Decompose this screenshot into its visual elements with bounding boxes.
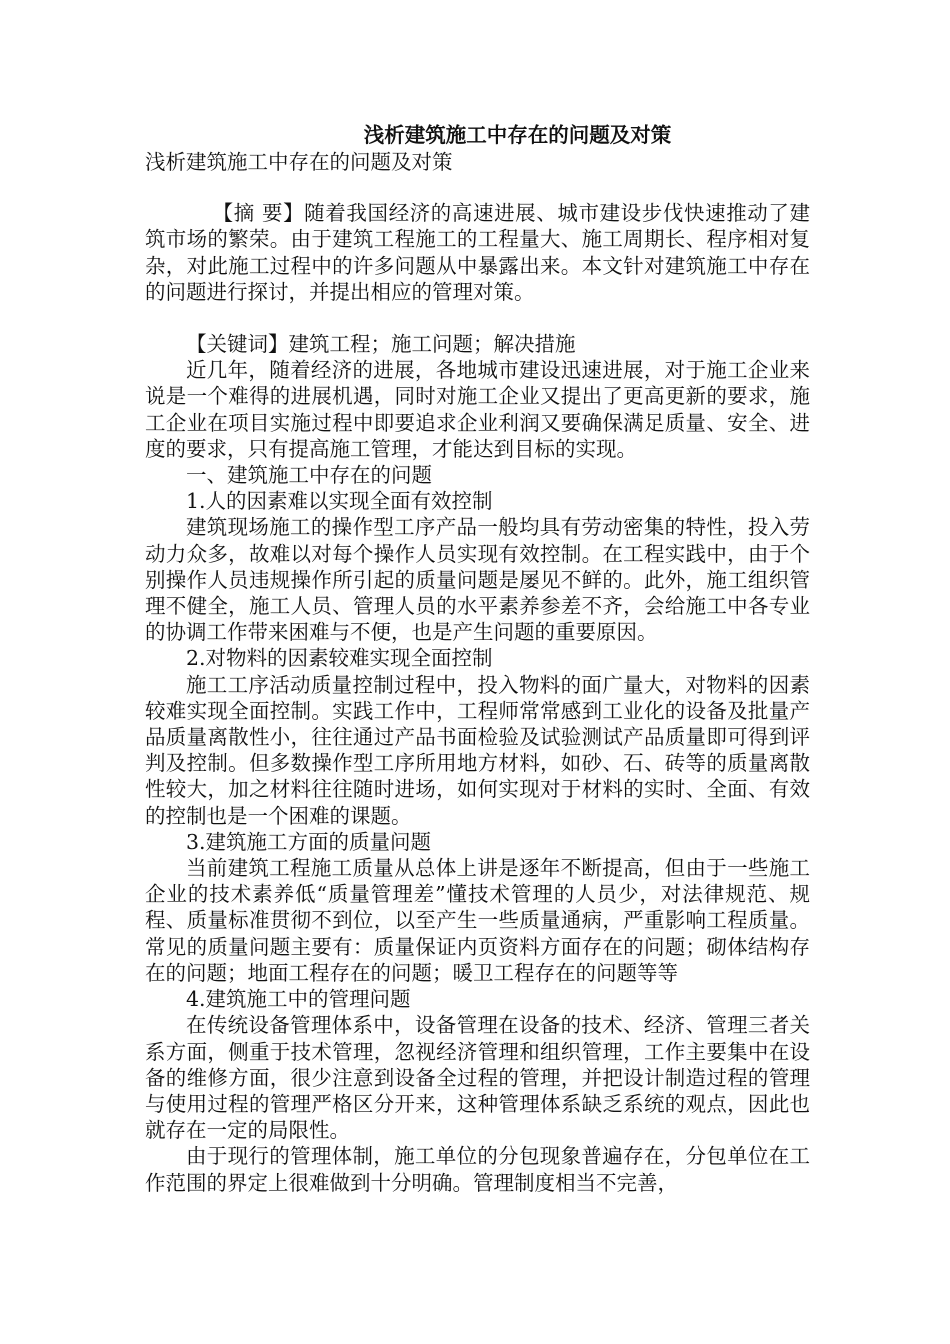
body-paragraph: 建筑现场施工的操作型工序产品一般均具有劳动密集的特性，投入劳动力众多，故难以对每个操作人员实现有效控制。在工程实践中，由于个别操作人员违规操作所引起的质量问题是屡见不鲜的。此外，施工组织管理不健全，施工人员、管理人员的水平素养参差不齐，会给施工中各专业的协调工作带来困难与不便，也是产生问题的重要原因。 (145, 515, 810, 645)
document-page (145, 122, 810, 1196)
body-paragraph: 施工工序活动质量控制过程中，投入物料的面广量大，对物料的因素较难实现全面控制。实践工作中，工程师常常感到工业化的设备及批量产品质量离散性小，往往通过产品书面检验及试验测试产品质量即可得到评判及控制。但多数操作型工序所用地方材料，如砂、石、砖等的质量离散性较大，加之材料往往随时进场，如何实现对于材料的实时、全面、有效的控制也是一个困难的课题。 (145, 672, 810, 828)
abstract-paragraph: 【摘 要】随着我国经济的高速进展、城市建设步伐快速推动了建筑市场的繁荣。由于建筑工程施工的工程量大、施工周期长、程序相对复杂，对此施工过程中的许多问题从中暴露出来。本文针对建筑施工中存在的问题进行探讨，并提出相应的管理对策。 (145, 201, 810, 304)
body-paragraph: 当前建筑工程施工质量从总体上讲是逐年不断提高，但由于一些施工企业的技术素养低“质量管理差”懂技术管理的人员少，对法律规范、规程、质量标准贯彻不到位，以至产生一些质量通病，严重影响工程质量。常见的质量问题主要有：质量保证内页资料方面存在的问题；砌体结构存在的问题；地面工程存在的问题；暖卫工程存在的问题等等 (145, 856, 810, 985)
section-heading: 一、建筑施工中存在的问题 (186, 463, 432, 488)
subsection-heading: 1.人的因素难以实现全面有效控制 (186, 489, 493, 514)
body-paragraph: 近几年，随着经济的进展，各地城市建设迅速进展，对于施工企业来说是一个难得的进展机遇，同时对施工企业又提出了更高更新的要求，施工企业在项目实施过程中即要追求企业利润又要确保满足质量、安全、进度的要求，只有提高施工管理，才能达到目标的实现。 (145, 358, 810, 461)
subsection-heading: 3.建筑施工方面的质量问题 (186, 829, 432, 854)
keywords-line: 【关键词】建筑工程；施工问题；解决措施 (186, 332, 576, 357)
subsection-heading: 2.对物料的因素较难实现全面控制 (186, 646, 493, 671)
body-paragraph: 在传统设备管理体系中，设备管理在设备的技术、经济、管理三者关系方面，侧重于技术管理，忽视经济管理和组织管理，工作主要集中在设备的维修方面，很少注意到设备全过程的管理，并把设计制造过程的管理与使用过程的管理严格区分开来，这种管理体系缺乏系统的观点，因此也就存在一定的局限性。 (145, 1013, 810, 1143)
subsection-heading: 4.建筑施工中的管理问题 (186, 987, 411, 1012)
document-subtitle: 浅析建筑施工中存在的问题及对策 (145, 150, 453, 174)
document-title: 浅析建筑施工中存在的问题及对策 (363, 123, 672, 147)
body-paragraph: 由于现行的管理体制，施工单位的分包现象普遍存在，分包单位在工作范围的界定上很难做到十分明确。管理制度相当不完善， (145, 1144, 810, 1195)
